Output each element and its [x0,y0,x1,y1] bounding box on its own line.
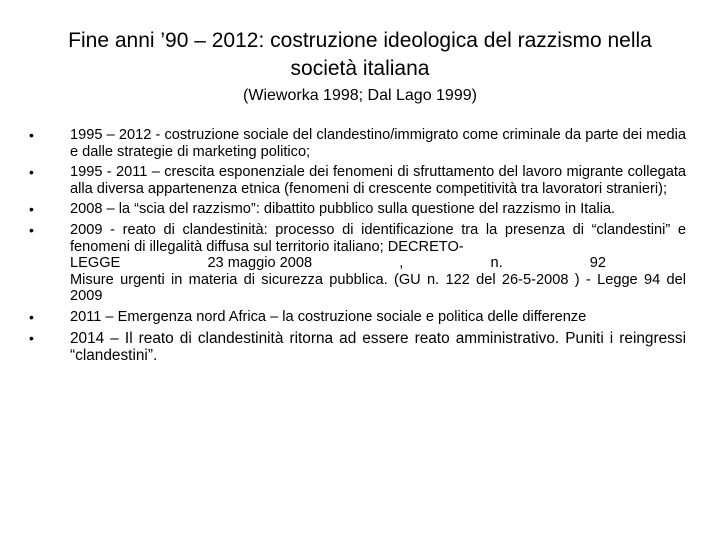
list-item [26,222,686,305]
bullet-icon: • [29,329,34,346]
list-item-text: 2008 – la “scia del razzismo”: dibattito pubblico sulla questione del razzismo in Italia. [70,201,616,218]
decreto-part: 92 [589,255,606,272]
list-item-text: 2014 – Il reato di clandestinità ritorna ad essere reato amministrativo. Puniti i reingressi “clandestini”. [70,329,686,365]
list-item [26,309,686,326]
list-item [26,330,686,365]
list-item [26,201,686,218]
decreto-line [70,255,686,272]
list-item-text: 2009 - reato di clandestinità: processo di identificazione tra la presenza di “clandestini” e fenomeni di illegalità diffusa sul territorio italiano; DECRETO- [70,221,686,255]
decreto-part: 23 maggio 2008 [207,255,313,272]
list-item-text: 1995 - 2011 – crescita esponenziale dei fenomeni di sfruttamento del lavoro migrante collegata alla diversa appartenenza etnica (fenomeni di crescente competitività tra lavoratori stranieri); [70,164,686,197]
bullet-list [26,127,686,369]
list-item [26,164,686,197]
decreto-part: LEGGE [70,255,121,272]
bullet-icon: • [29,308,34,325]
slide-subtitle: (Wieworka 1998; Dal Lago 1999) [243,87,477,104]
bullet-icon: • [29,164,34,181]
bullet-icon: • [29,201,34,218]
bullet-icon: • [29,127,34,143]
list-item-text: 1995 – 2012 - costruzione sociale del clandestino/immigrato come criminale da parte dei media e dalle strategie di marketing politico; [70,127,686,160]
list-item [26,127,686,160]
decreto-part: , [399,255,404,272]
decreto-part: n. [490,255,503,272]
bullet-icon: • [29,221,34,238]
slide-title: Fine anni ’90 – 2012: costruzione ideologica del razzismo nella società italiana [68,29,652,80]
decreto-rest: Misure urgenti in materia di sicurezza pubblica. (GU n. 122 del 26-5-2008 ) - Legge 94 del 2009 [70,271,686,305]
list-item-text: 2011 – Emergenza nord Africa – la costruzione sociale e politica delle differenze [70,308,587,325]
